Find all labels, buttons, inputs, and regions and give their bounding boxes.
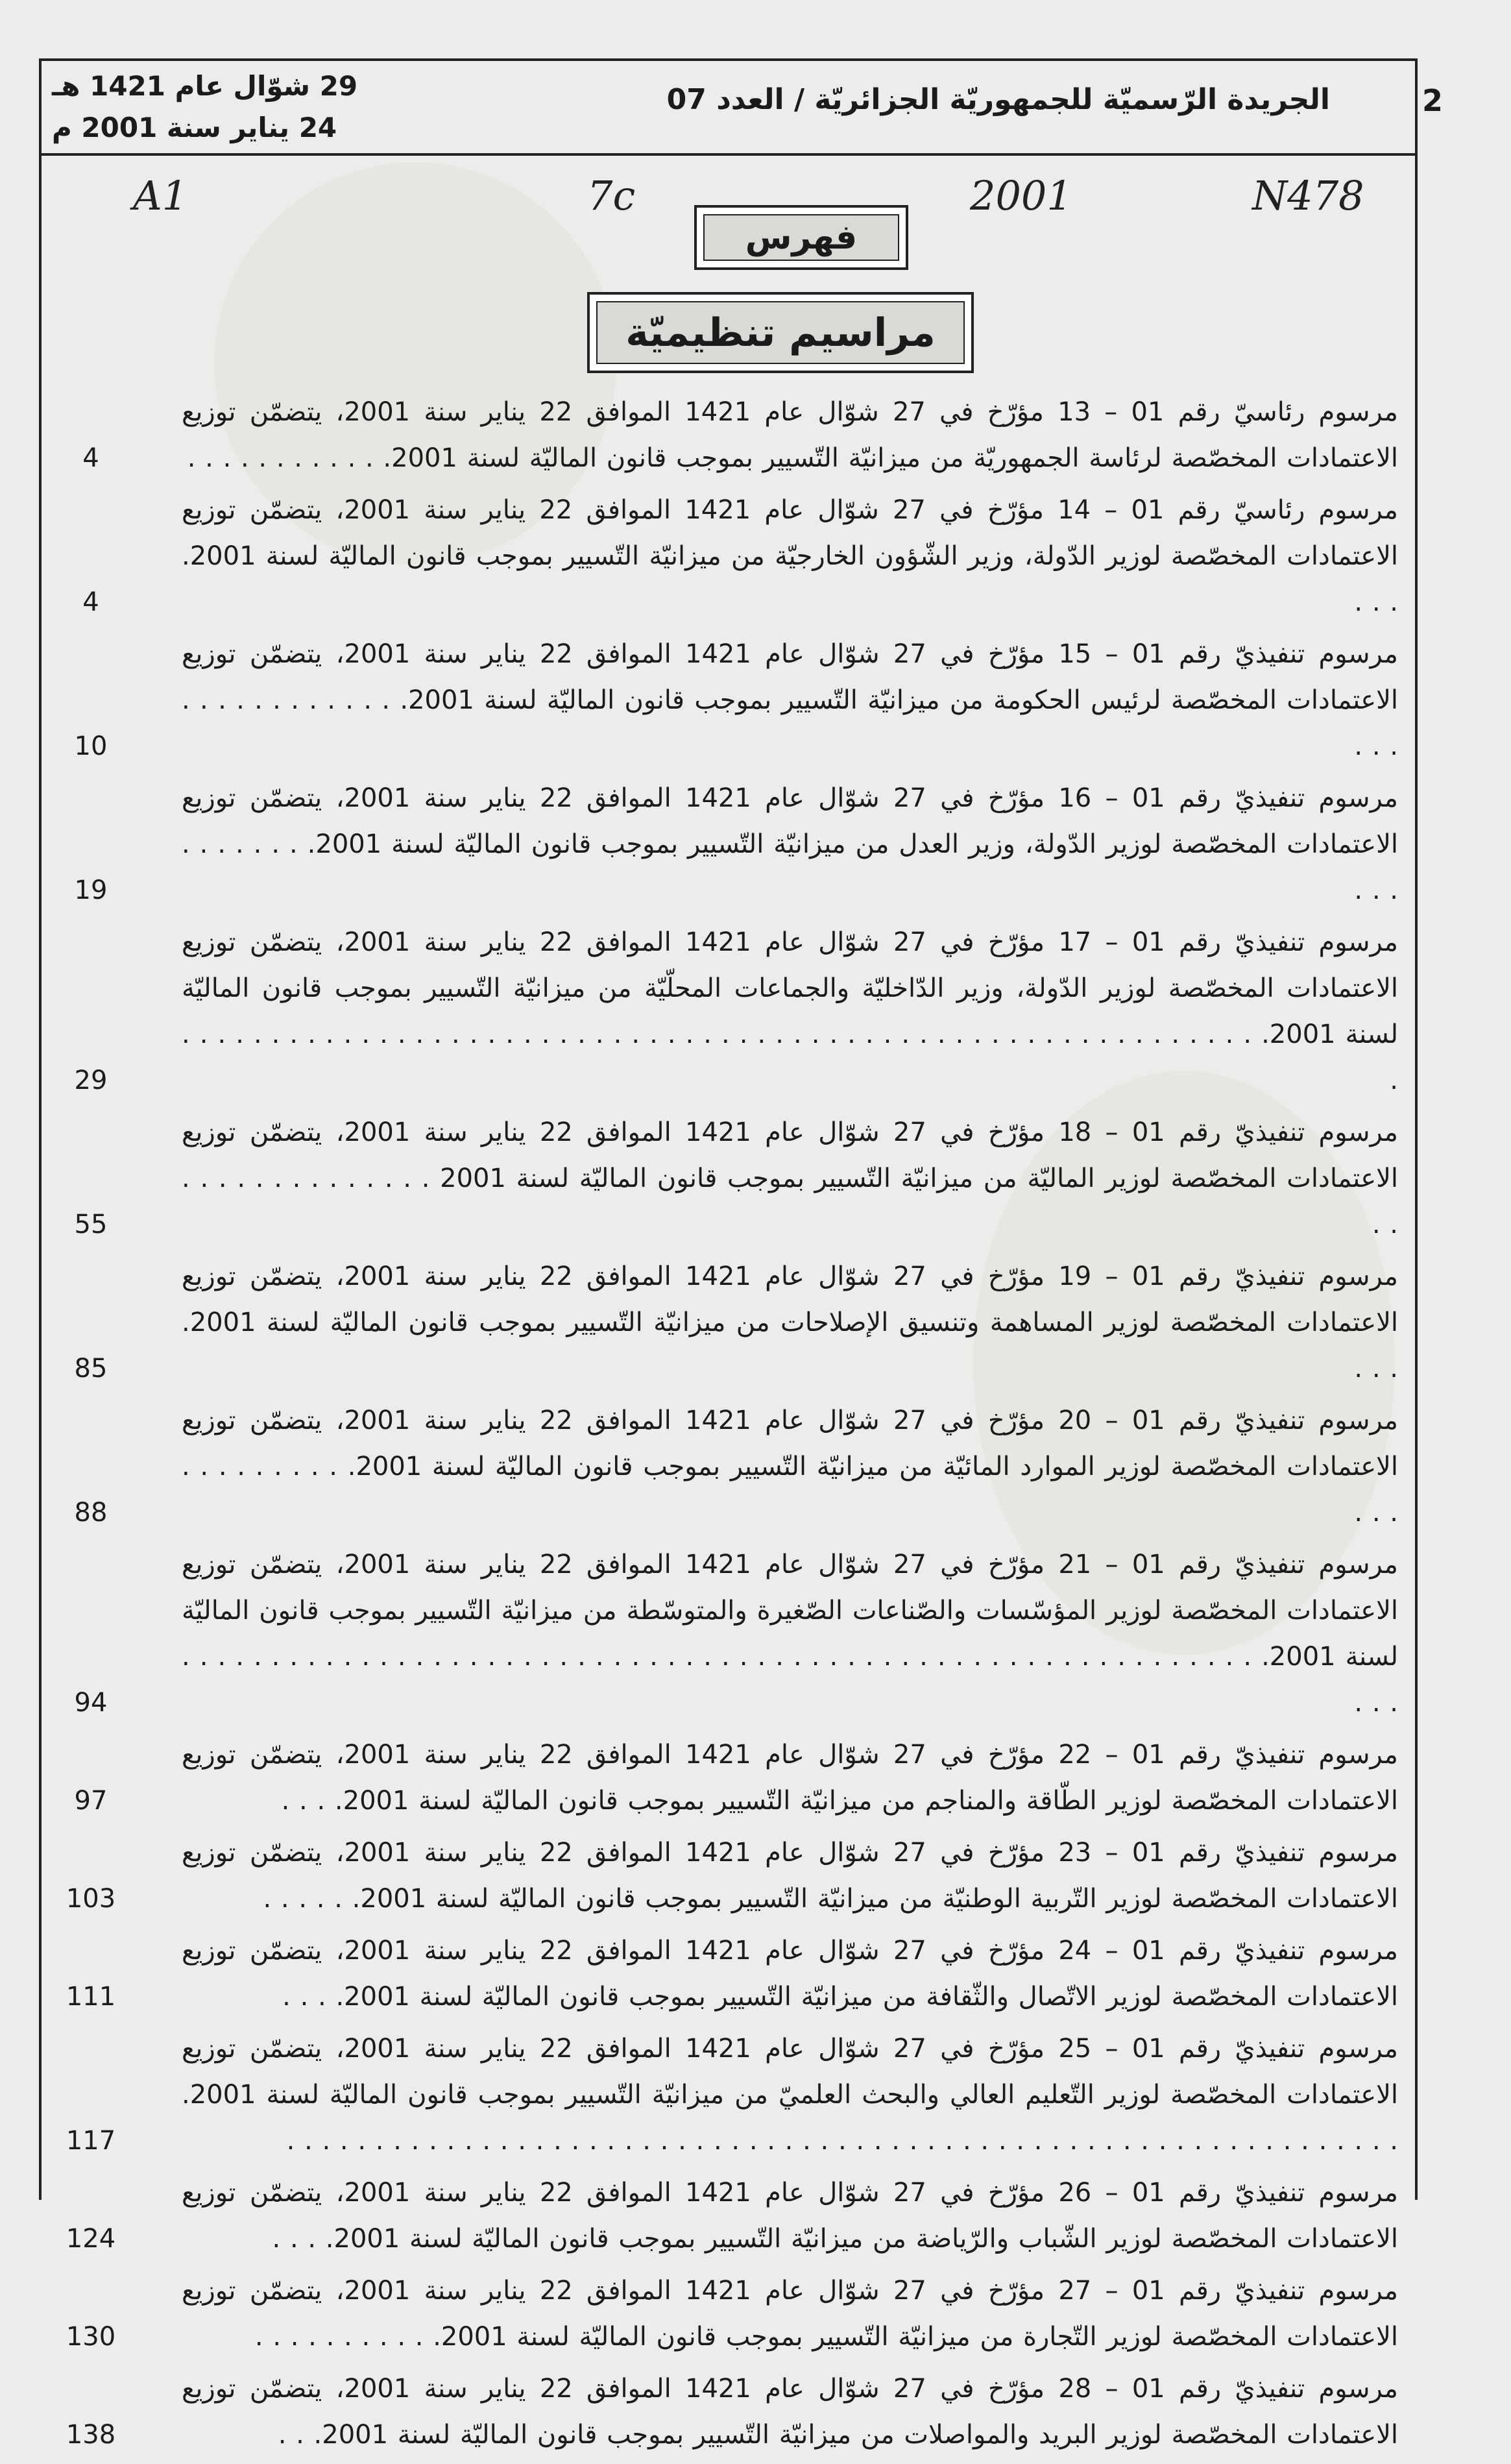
toc-entry	[39, 920, 1418, 1104]
toc-entry-page: 124	[66, 2224, 116, 2254]
toc-entry-text: مرسوم رئاسيّ رقم 01 – 13 مؤرّخ في 27 شوّال عام 1421 الموافق 22 يناير سنة 2001، يتضمّن توزيع الاعتمادات المخصّصة لرئاسة الجمهوريّة من ميزانيّة التّسيير بموجب قانون الماليّة لسنة 2001. . . . . . . . . . . .	[182, 397, 1398, 473]
toc-entry-text: مرسوم تنفيذيّ رقم 01 – 27 مؤرّخ في 27 شوّال عام 1421 الموافق 22 يناير سنة 2001، يتضمّن توزيع الاعتمادات المخصّصة لوزير التّجارة من ميزانيّة التّسيير بموجب قانون الماليّة لسنة 2001. . . . . . . . . . .	[182, 2276, 1398, 2352]
toc-entry-page: 94	[74, 1688, 108, 1718]
hijri-date: 29 شوّال عام 1421 هـ	[52, 70, 358, 102]
section-heading-box	[587, 292, 974, 373]
section-heading: مراسيم تنظيميّة	[596, 301, 965, 364]
toc-entry-page: 88	[74, 1498, 108, 1528]
gazette-title: الجريدة الرّسميّة للجمهوريّة الجزائريّة / العدد 07	[666, 83, 1330, 116]
toc-entry-text: مرسوم تنفيذيّ رقم 01 – 17 مؤرّخ في 27 شوّال عام 1421 الموافق 22 يناير سنة 2001، يتضمّن توزيع الاعتمادات المخصّصة لوزير الدّولة، وزير الدّاخليّة والجماعات المحلّيّة من ميزانيّة التّسيير بموجب قانون الماليّة لسنة 2001. . . . . . . . . . . . . . . . . . . . . . . . . . . . . . . . . . . . . . . . . . . . . . . . . . . . . . . . . . . . . .	[182, 927, 1399, 1095]
toc-entry-page: 103	[66, 1884, 116, 1914]
toc-entry-page: 138	[66, 2420, 116, 2450]
toc-entry-text: مرسوم تنفيذيّ رقم 01 – 23 مؤرّخ في 27 شوّال عام 1421 الموافق 22 يناير سنة 2001، يتضمّن توزيع الاعتمادات المخصّصة لوزير التّربية الوطنيّة من ميزانيّة التّسيير بموجب قانون الماليّة لسنة 2001. . . . . .	[182, 1838, 1398, 1914]
toc-entry	[39, 2170, 1418, 2262]
handwritten-note: N478	[1252, 172, 1364, 219]
toc-entry	[39, 1732, 1418, 1824]
toc-entry	[39, 1110, 1418, 1248]
toc-entry-page: 111	[66, 1982, 116, 2012]
toc-entry-text: مرسوم تنفيذيّ رقم 01 – 18 مؤرّخ في 27 شوّال عام 1421 الموافق 22 يناير سنة 2001، يتضمّن توزيع الاعتمادات المخصّصة لوزير الماليّة من ميزانيّة التّسيير بموجب قانون الماليّة لسنة 2001 . . . . . . . . . . . . . . . .	[182, 1117, 1399, 1239]
gregorian-date: 24 يناير سنة 2001 م	[52, 112, 337, 143]
toc-entry-text: مرسوم تنفيذيّ رقم 01 – 20 مؤرّخ في 27 شوّال عام 1421 الموافق 22 يناير سنة 2001، يتضمّن توزيع الاعتمادات المخصّصة لوزير الموارد المائيّة من ميزانيّة التّسيير بموجب قانون الماليّة لسنة 2001. . . . . . . . . . . . .	[182, 1406, 1398, 1528]
toc-entry-text: مرسوم تنفيذيّ رقم 01 – 22 مؤرّخ في 27 شوّال عام 1421 الموافق 22 يناير سنة 2001، يتضمّن توزيع الاعتمادات المخصّصة لوزير الطّاقة والمناجم من ميزانيّة التّسيير بموجب قانون الماليّة لسنة 2001. . . .	[182, 1740, 1398, 1816]
toc-entry	[39, 1830, 1418, 1922]
toc-entry-page: 4	[82, 587, 99, 617]
handwritten-note: 7c	[587, 172, 636, 219]
toc-entry	[39, 775, 1418, 914]
toc-entry	[39, 1542, 1418, 1726]
toc-entry-text: مرسوم رئاسيّ رقم 01 – 14 مؤرّخ في 27 شوّال عام 1421 الموافق 22 يناير سنة 2001، يتضمّن توزيع الاعتمادات المخصّصة لوزير الدّولة، وزير الشّؤون الخارجيّة من ميزانيّة التّسيير بموجب قانون الماليّة لسنة 2001. . . .	[182, 495, 1398, 617]
toc-entry-text: مرسوم تنفيذيّ رقم 01 – 21 مؤرّخ في 27 شوّال عام 1421 الموافق 22 يناير سنة 2001، يتضمّن توزيع الاعتمادات المخصّصة لوزير المؤسّسات والصّناعات الصّغيرة والمتوسّطة من ميزانيّة التّسيير بموجب قانون الماليّة لسنة 2001. . . . . . . . . . . . . . . . . . . . . . . . . . . . . . . . . . . . . . . . . . . . . . . . . . . . . . . . . . . . . . . .	[182, 1550, 1399, 1718]
toc-entry	[39, 1398, 1418, 1536]
toc-entry-page: 10	[74, 731, 108, 761]
toc-entry-text: مرسوم تنفيذيّ رقم 01 – 25 مؤرّخ في 27 شوّال عام 1421 الموافق 22 يناير سنة 2001، يتضمّن توزيع الاعتمادات المخصّصة لوزير التّعليم العالي والبحث العلميّ من ميزانيّة التّسيير بموجب قانون الماليّة لسنة 2001. . . . . . . . . . . . . . . . . . . . . . . . . . . . . . . . . . . . . . . . . . . . . . . . . . . . . . . . . . . . . . . .	[182, 2034, 1398, 2156]
toc-entry	[39, 2366, 1418, 2458]
toc-entry-page: 19	[74, 875, 108, 905]
toc-entry-page: 55	[74, 1210, 108, 1239]
toc-entry	[39, 2026, 1418, 2164]
toc-entry-text: مرسوم تنفيذيّ رقم 01 – 24 مؤرّخ في 27 شوّال عام 1421 الموافق 22 يناير سنة 2001، يتضمّن توزيع الاعتمادات المخصّصة لوزير الاتّصال والثّقافة من ميزانيّة التّسيير بموجب قانون الماليّة لسنة 2001. . . .	[182, 1936, 1398, 2012]
toc-entry-text: مرسوم تنفيذيّ رقم 01 – 19 مؤرّخ في 27 شوّال عام 1421 الموافق 22 يناير سنة 2001، يتضمّن توزيع الاعتمادات المخصّصة لوزير المساهمة وتنسيق الإصلاحات من ميزانيّة التّسيير بموجب قانون الماليّة لسنة 2001. . . .	[182, 1262, 1398, 1384]
page-number: 2	[1421, 83, 1443, 118]
toc-entry	[39, 1254, 1418, 1392]
toc-entry-page: 4	[82, 443, 99, 473]
toc-entry-text: مرسوم تنفيذيّ رقم 01 – 16 مؤرّخ في 27 شوّال عام 1421 الموافق 22 يناير سنة 2001، يتضمّن توزيع الاعتمادات المخصّصة لوزير الدّولة، وزير العدل من ميزانيّة التّسيير بموجب قانون الماليّة لسنة 2001. . . . . . . . . . .	[182, 783, 1398, 905]
toc-entry-page: 130	[66, 2322, 116, 2352]
toc-entry	[39, 631, 1418, 770]
toc-entry-text: مرسوم تنفيذيّ رقم 01 – 26 مؤرّخ في 27 شوّال عام 1421 الموافق 22 يناير سنة 2001، يتضمّن توزيع الاعتمادات المخصّصة لوزير الشّباب والرّياضة من ميزانيّة التّسيير بموجب قانون الماليّة لسنة 2001. . . .	[182, 2178, 1398, 2254]
toc-entry	[39, 2268, 1418, 2360]
toc-entry-page: 29	[74, 1066, 108, 1095]
index-heading: فهرس	[703, 214, 899, 261]
toc-entry-text: مرسوم تنفيذيّ رقم 01 – 15 مؤرّخ في 27 شوّال عام 1421 الموافق 22 يناير سنة 2001، يتضمّن توزيع الاعتمادات المخصّصة لرئيس الحكومة من ميزانيّة التّسيير بموجب قانون الماليّة لسنة 2001. . . . . . . . . . . . . . . .	[182, 639, 1399, 761]
toc-entry	[39, 389, 1418, 482]
index-heading-box	[694, 205, 908, 270]
toc-list	[39, 389, 1418, 2464]
toc-entry	[39, 487, 1418, 626]
handwritten-note: A1	[133, 172, 188, 219]
toc-entry-page: 97	[74, 1786, 108, 1816]
handwritten-note: 2001	[970, 172, 1072, 219]
toc-entry	[39, 1928, 1418, 2020]
toc-entry-text: مرسوم تنفيذيّ رقم 01 – 28 مؤرّخ في 27 شوّال عام 1421 الموافق 22 يناير سنة 2001، يتضمّن توزيع الاعتمادات المخصّصة لوزير البريد والمواصلات من ميزانيّة التّسيير بموجب قانون الماليّة لسنة 2001. . .	[182, 2374, 1398, 2450]
toc-entry-page: 85	[74, 1354, 108, 1384]
toc-entry-page: 117	[66, 2126, 116, 2156]
